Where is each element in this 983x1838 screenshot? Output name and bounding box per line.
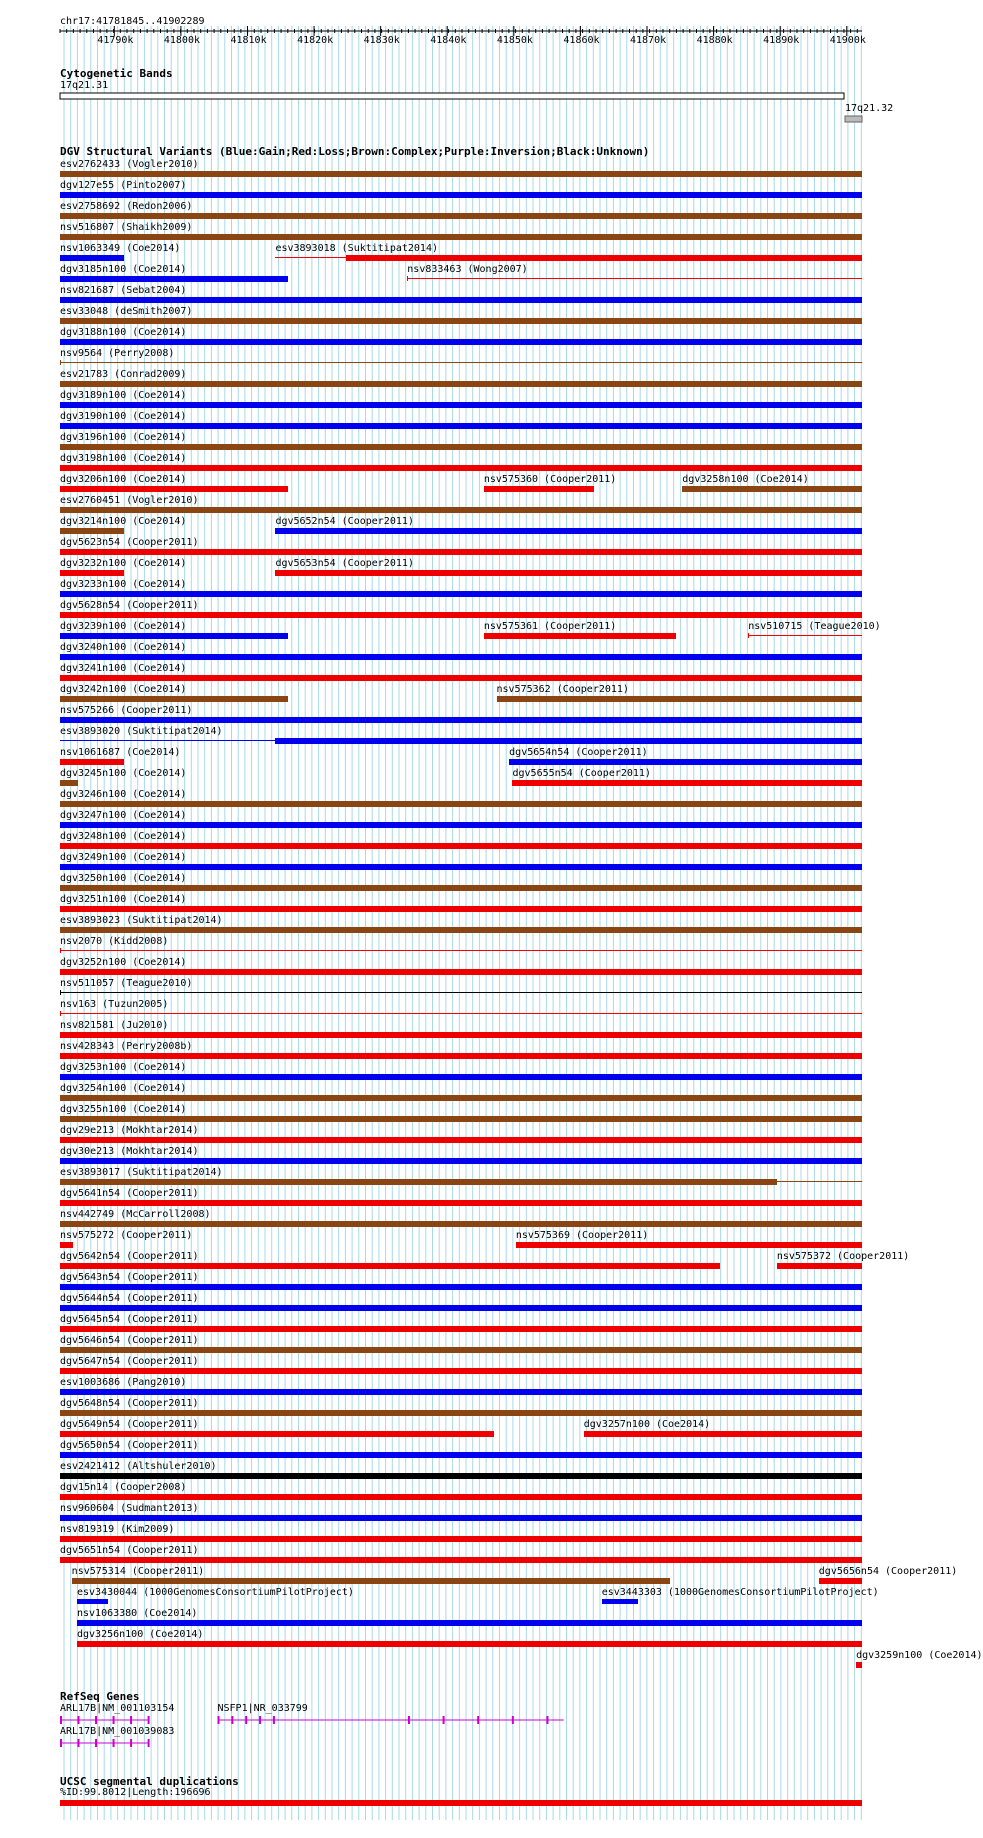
variant-feature[interactable] [407,278,862,279]
refseq-track-title: RefSeq Genes [60,1690,140,1703]
variant-feature[interactable] [856,1662,862,1668]
variant-feature[interactable] [60,339,862,345]
variant-label: dgv30e213 (Mokhtar2014) [60,1146,199,1157]
ruler-tick-label: 41870k [629,35,667,46]
variant-feature[interactable] [60,906,862,912]
variant-feature[interactable] [60,1305,862,1311]
variant-feature[interactable] [748,635,862,636]
ruler-tick-label: 41860k [563,35,600,46]
variant-feature[interactable] [60,591,862,597]
gene-exon [273,1716,275,1724]
variant-feature[interactable] [60,297,862,303]
variant-feature-tick [60,990,61,995]
variant-feature[interactable] [60,1263,720,1269]
variant-feature[interactable] [60,612,862,618]
variant-feature[interactable] [602,1599,638,1604]
variant-feature[interactable] [72,1578,670,1584]
variant-label: nsv1061687 (Coe2014) [60,747,181,758]
variant-feature[interactable] [60,1452,862,1458]
variant-feature[interactable] [60,1473,862,1479]
variant-label: nsv1063380 (Coe2014) [77,1608,198,1619]
variant-feature[interactable] [60,1137,862,1143]
variant-feature[interactable] [60,570,124,576]
variant-label: dgv3233n100 (Coe2014) [60,579,187,590]
gene-exon [113,1716,115,1724]
variant-feature[interactable] [60,927,862,933]
variant-label: dgv5646n54 (Cooper2011) [60,1335,199,1346]
gene-exon [95,1739,97,1747]
variant-feature[interactable] [516,1242,862,1248]
variant-label: esv3893020 (Suktitipat2014) [60,726,223,737]
variant-label: esv3443303 (1000GenomesConsortiumPilotProject) [601,1587,879,1598]
cyto-track-title: Cytogenetic Bands [60,67,173,80]
variant-label: dgv3251n100 (Coe2014) [60,894,187,905]
variant-feature[interactable] [60,276,288,282]
ruler-tick-label: 41830k [363,35,400,46]
segdup-label: %ID:99.8012|Length:196696 [60,1787,211,1798]
variant-label: nsv833463 (Wong2007) [407,264,528,275]
variant-feature[interactable] [60,675,862,681]
variant-label: nsv2070 (Kidd2008) [60,936,169,947]
variant-label: nsv428343 (Perry2008b) [60,1041,193,1052]
variant-feature[interactable] [60,234,862,240]
gene-exon [218,1716,220,1724]
variant-feature[interactable] [275,528,862,534]
variant-feature[interactable] [777,1263,862,1269]
variant-label: dgv5642n54 (Cooper2011) [60,1251,199,1262]
ruler-tick-label: 41840k [430,35,467,46]
variant-feature-tick [407,276,408,281]
gene-exon [546,1716,548,1724]
variant-feature[interactable] [60,213,862,219]
gene-exon [148,1716,150,1724]
variant-label: esv21783 (Conrad2009) [60,369,187,380]
variant-feature[interactable] [819,1578,862,1584]
variant-label: dgv5643n54 (Cooper2011) [60,1272,199,1283]
variant-feature[interactable] [60,1284,862,1290]
variant-feature-tick [60,948,61,953]
variant-feature[interactable] [60,1410,862,1416]
ruler-tick-label: 41890k [763,35,800,46]
cyto-band-2-label: 17q21.32 [845,103,894,114]
variant-label: esv3893018 (Suktitipat2014) [275,243,438,254]
gene-exon [130,1739,132,1747]
variant-feature[interactable] [60,1032,862,1038]
variant-label: dgv5652n54 (Cooper2011) [275,516,414,527]
variant-label: dgv3247n100 (Coe2014) [60,810,187,821]
variant-label: esv2758692 (Redon2006) [60,201,193,212]
variant-feature[interactable] [60,1053,862,1059]
variant-feature[interactable] [60,654,862,660]
variant-feature[interactable] [60,528,124,534]
variant-feature[interactable] [60,1179,777,1185]
variant-label: dgv3255n100 (Coe2014) [60,1104,187,1115]
variant-feature[interactable] [60,1116,862,1122]
variant-label: nsv510715 (Teague2010) [748,621,881,632]
variant-label: nsv575361 (Cooper2011) [483,621,617,632]
variant-feature[interactable] [77,1599,108,1604]
gene-exon [408,1716,410,1724]
variant-feature-thin[interactable] [60,740,275,741]
gene-exon [259,1716,261,1724]
variant-feature[interactable] [60,318,862,324]
variant-feature[interactable] [60,1242,73,1248]
variant-label: nsv575314 (Cooper2011) [71,1566,205,1577]
variant-label: dgv3242n100 (Coe2014) [60,684,187,695]
variant-feature[interactable] [60,1515,862,1521]
variant-feature[interactable] [275,570,862,576]
variant-label: dgv5656n54 (Cooper2011) [818,1566,958,1577]
variant-feature[interactable] [60,1536,862,1542]
variant-label: dgv15n14 (Cooper2008) [60,1482,187,1493]
variant-feature-thin[interactable] [777,1181,862,1182]
variant-feature[interactable] [60,486,288,492]
variant-label: dgv3232n100 (Coe2014) [60,558,187,569]
variant-feature[interactable] [60,1557,862,1563]
variant-feature[interactable] [60,969,862,975]
variant-feature[interactable] [60,423,862,429]
cyto-band-1 [60,93,844,99]
gene-exon [130,1716,132,1724]
variant-label: nsv575362 (Cooper2011) [496,684,629,695]
variant-label: dgv3249n100 (Coe2014) [60,852,187,863]
variant-label: nsv575372 (Cooper2011) [776,1251,910,1262]
variant-label: dgv3245n100 (Coe2014) [60,768,187,779]
variant-label: nsv821581 (Ju2010) [60,1020,169,1031]
variant-label: esv2760451 (Vogler2010) [60,495,199,506]
variant-feature[interactable] [60,1431,494,1437]
variant-feature[interactable] [60,1368,862,1374]
variant-label: dgv3258n100 (Coe2014) [682,474,809,485]
variant-feature[interactable] [60,381,862,387]
variant-feature[interactable] [60,192,862,198]
variant-label: dgv5649n54 (Cooper2011) [60,1419,199,1430]
variant-label: dgv3196n100 (Coe2014) [60,432,187,443]
variant-feature[interactable] [60,822,862,828]
variant-label: dgv5654n54 (Cooper2011) [509,747,648,758]
variant-label: esv1003686 (Pang2010) [60,1377,187,1388]
variant-label: dgv5647n54 (Cooper2011) [60,1356,199,1367]
gene-label: ARL17B|NM_001039083 [60,1726,175,1737]
variant-label: dgv5653n54 (Cooper2011) [275,558,414,569]
gene-exon [231,1716,233,1724]
variant-feature[interactable] [60,1221,862,1227]
gene-exon [512,1716,514,1724]
ruler-tick-label: 41900k [829,35,866,46]
dgv-track-title: DGV Structural Variants (Blue:Gain;Red:Loss;Brown:Complex;Purple:Inversion;Black:Unknown) [60,145,650,158]
variant-feature[interactable] [60,444,862,450]
variant-feature[interactable] [60,992,862,993]
variant-feature[interactable] [60,843,862,849]
variant-feature[interactable] [497,696,862,702]
gene-exon [148,1739,150,1747]
variant-feature[interactable] [60,1494,862,1500]
variant-feature[interactable] [60,780,78,786]
variant-feature[interactable] [60,950,862,951]
variant-label: dgv5628n54 (Cooper2011) [60,600,199,611]
variant-label: nsv442749 (McCarroll2008) [60,1209,211,1220]
gene-label: NSFP1|NR_033799 [217,1703,308,1714]
gene-exon [245,1716,247,1724]
variant-label: nsv511057 (Teague2010) [60,978,193,989]
variant-label: nsv575266 (Cooper2011) [60,705,193,716]
variant-label: esv2421412 (Altshuler2010) [60,1461,217,1472]
variant-label: dgv5644n54 (Cooper2011) [60,1293,199,1304]
ruler-tick-label: 41820k [297,35,334,46]
variant-feature[interactable] [682,486,862,492]
variant-feature[interactable] [60,1074,862,1080]
variant-label: nsv821687 (Sebat2004) [60,285,187,296]
segdup-feature[interactable] [60,1800,862,1806]
variant-feature[interactable] [60,549,862,555]
variant-feature[interactable] [60,864,862,870]
variant-label: dgv3239n100 (Coe2014) [60,621,187,632]
variant-feature[interactable] [60,1158,862,1164]
variant-label: nsv9564 (Perry2008) [60,348,175,359]
variant-label: dgv5645n54 (Cooper2011) [60,1314,199,1325]
variant-label: esv3893023 (Suktitipat2014) [60,915,223,926]
variant-feature[interactable] [60,717,862,723]
variant-feature[interactable] [60,885,862,891]
variant-label: esv3893017 (Suktitipat2014) [60,1167,223,1178]
variant-label: dgv3189n100 (Coe2014) [60,390,187,401]
ruler-tick-label: 41810k [230,35,267,46]
variant-feature-tick [60,1011,61,1016]
segdup-track-title: UCSC segmental duplications [60,1775,239,1788]
variant-label: nsv575360 (Cooper2011) [483,474,617,485]
variant-feature[interactable] [484,633,676,639]
variant-feature[interactable] [509,759,862,765]
gene-exon [443,1716,445,1724]
variant-label: dgv3252n100 (Coe2014) [60,957,187,968]
variant-label: nsv516807 (Shaikh2009) [60,222,193,233]
gene-exon [477,1716,479,1724]
variant-label: nsv575272 (Cooper2011) [60,1230,193,1241]
variant-label: dgv5648n54 (Cooper2011) [60,1398,199,1409]
variant-label: dgv5650n54 (Cooper2011) [60,1440,199,1451]
variant-feature[interactable] [60,465,862,471]
variant-label: dgv3206n100 (Coe2014) [60,474,187,485]
variant-label: dgv127e55 (Pinto2007) [60,180,187,191]
variant-feature-thin[interactable] [275,257,346,258]
variant-feature-tick [60,360,61,365]
ruler-tick-label: 41850k [496,35,533,46]
variant-feature[interactable] [60,1095,862,1101]
variant-label: dgv3241n100 (Coe2014) [60,663,187,674]
variant-feature[interactable] [60,633,288,639]
variant-label: nsv819319 (Kim2009) [60,1524,175,1535]
variant-feature[interactable] [60,507,862,513]
variant-feature[interactable] [60,171,862,177]
gene-exon [60,1716,62,1724]
variant-label: esv33048 (deSmith2007) [60,306,193,317]
ruler-tick-label: 41880k [696,35,733,46]
cyto-band-1-label: 17q21.31 [60,80,109,91]
gene-exon [78,1716,80,1724]
variant-label: dgv5623n54 (Cooper2011) [60,537,199,548]
variant-label: nsv575369 (Cooper2011) [515,1230,649,1241]
variant-feature-tick [748,633,749,638]
gene-exon [78,1739,80,1747]
variant-label: esv3430044 (1000GenomesConsortiumPilotProject) [77,1587,354,1598]
variant-label: dgv3253n100 (Coe2014) [60,1062,187,1073]
variant-feature[interactable] [60,801,862,807]
variant-label: dgv3257n100 (Coe2014) [583,1419,711,1430]
gene-label: ARL17B|NM_001103154 [60,1703,175,1714]
variant-label: nsv163 (Tuzun2005) [60,999,169,1010]
gene-exon [95,1716,97,1724]
variant-feature[interactable] [77,1620,862,1626]
cyto-band-2 [845,116,862,122]
variant-feature[interactable] [77,1641,862,1647]
variant-label: dgv29e213 (Mokhtar2014) [60,1125,199,1136]
variant-label: dgv3254n100 (Coe2014) [60,1083,187,1094]
locus-label: chr17:41781845..41902289 [60,16,205,27]
variant-label: dgv3214n100 (Coe2014) [60,516,187,527]
ruler-tick-label: 41800k [163,35,200,46]
variant-feature[interactable] [60,1326,862,1332]
variant-label: dgv3259n100 (Coe2014) [856,1650,983,1661]
variant-feature[interactable] [512,780,862,786]
gene-exon [60,1739,62,1747]
variant-feature[interactable] [60,1200,862,1206]
variant-label: nsv1063349 (Coe2014) [60,243,181,254]
ruler-tick-label: 41790k [97,35,134,46]
variant-label: dgv3246n100 (Coe2014) [60,789,187,800]
variant-feature[interactable] [484,486,594,492]
variant-label: dgv5651n54 (Cooper2011) [60,1545,199,1556]
variant-label: dgv3185n100 (Coe2014) [60,264,187,275]
variant-label: dgv5641n54 (Cooper2011) [60,1188,199,1199]
variant-feature[interactable] [60,696,288,702]
variant-label: dgv3188n100 (Coe2014) [60,327,187,338]
variant-label: dgv3240n100 (Coe2014) [60,642,187,653]
variant-feature[interactable] [60,1013,862,1014]
variant-feature[interactable] [346,255,862,261]
variant-feature[interactable] [60,759,124,765]
variant-label: esv2762433 (Vogler2010) [60,159,199,170]
variant-label: dgv3248n100 (Coe2014) [60,831,187,842]
variant-feature[interactable] [60,1347,862,1353]
gene-exon [113,1739,115,1747]
variant-feature[interactable] [60,362,862,363]
variant-label: dgv3190n100 (Coe2014) [60,411,187,422]
variant-label: nsv960604 (Sudmant2013) [60,1503,199,1514]
variant-feature[interactable] [584,1431,862,1437]
variant-label: dgv5655n54 (Cooper2011) [512,768,651,779]
variant-feature[interactable] [275,738,862,744]
variant-label: dgv3250n100 (Coe2014) [60,873,187,884]
variant-feature[interactable] [60,402,862,408]
variant-label: dgv3198n100 (Coe2014) [60,453,187,464]
variant-label: dgv3256n100 (Coe2014) [77,1629,204,1640]
variant-feature[interactable] [60,255,124,261]
variant-feature[interactable] [60,1389,862,1395]
